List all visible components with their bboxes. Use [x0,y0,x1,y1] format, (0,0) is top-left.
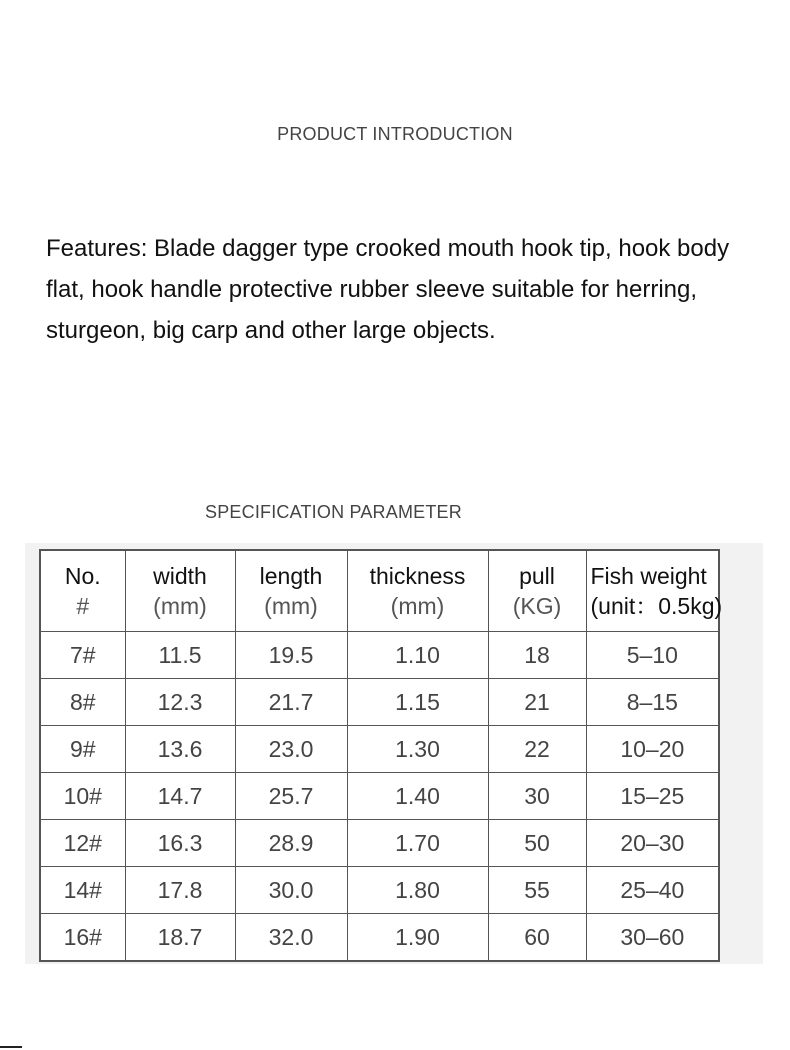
table-row [40,726,719,773]
header-cell-length: length (mm) [235,550,347,632]
cell-width: 12.3 [125,679,235,726]
product-introduction-heading: PRODUCT INTRODUCTION [277,124,513,144]
cell-width: 11.5 [125,632,235,679]
cell-pull: 50 [488,820,586,867]
cell-width: 18.7 [125,914,235,962]
cell-thickness: 1.90 [347,914,488,962]
specification-table [39,549,723,962]
cell-fish-weight: 10–20 [586,726,719,773]
cell-thickness: 1.80 [347,867,488,914]
cell-pull: 22 [488,726,586,773]
cell-no: 12# [40,820,125,867]
cell-no: 10# [40,773,125,820]
cell-fish-weight: 25–40 [586,867,719,914]
table-row [40,773,719,820]
cell-thickness: 1.70 [347,820,488,867]
cell-no: 14# [40,867,125,914]
table-row [40,914,719,962]
cell-width: 14.7 [125,773,235,820]
cell-pull: 55 [488,867,586,914]
header-cell-thickness: thickness (mm) [347,550,488,632]
header-cell-width: width (mm) [125,550,235,632]
cell-pull: 18 [488,632,586,679]
table-row [40,820,719,867]
cell-width: 13.6 [125,726,235,773]
cell-length: 25.7 [235,773,347,820]
cell-thickness: 1.10 [347,632,488,679]
cell-length: 30.0 [235,867,347,914]
cell-no: 9# [40,726,125,773]
cell-thickness: 1.40 [347,773,488,820]
features-description: Features: Blade dagger type crooked mouth hook tip, hook body flat, hook handle protective rubber sleeve suitable for herring, sturgeon, big carp and other large objects. [46,235,730,344]
cell-length: 28.9 [235,820,347,867]
cell-pull: 30 [488,773,586,820]
cell-no: 7# [40,632,125,679]
cell-fish-weight: 30–60 [586,914,719,962]
cell-fish-weight: 15–25 [586,773,719,820]
header-cell-pull: pull (KG) [488,550,586,632]
specification-parameter-heading: SPECIFICATION PARAMETER [205,502,462,522]
cell-width: 17.8 [125,867,235,914]
cell-length: 32.0 [235,914,347,962]
cell-pull: 21 [488,679,586,726]
cell-length: 23.0 [235,726,347,773]
table-header-row [40,550,719,632]
table-row [40,867,719,914]
cell-no: 16# [40,914,125,962]
cell-length: 19.5 [235,632,347,679]
cell-width: 16.3 [125,820,235,867]
header-cell-no: No. # [40,550,125,632]
cell-fish-weight: 8–15 [586,679,719,726]
cell-thickness: 1.30 [347,726,488,773]
table-row [40,632,719,679]
cell-length: 21.7 [235,679,347,726]
cell-thickness: 1.15 [347,679,488,726]
cell-no: 8# [40,679,125,726]
corner-divider-mark [0,1046,22,1048]
cell-pull: 60 [488,914,586,962]
cell-fish-weight: 5–10 [586,632,719,679]
table-row [40,679,719,726]
cell-fish-weight: 20–30 [586,820,719,867]
header-cell-fish-weight: Fish weight (unit：0.5kg) [586,550,719,632]
